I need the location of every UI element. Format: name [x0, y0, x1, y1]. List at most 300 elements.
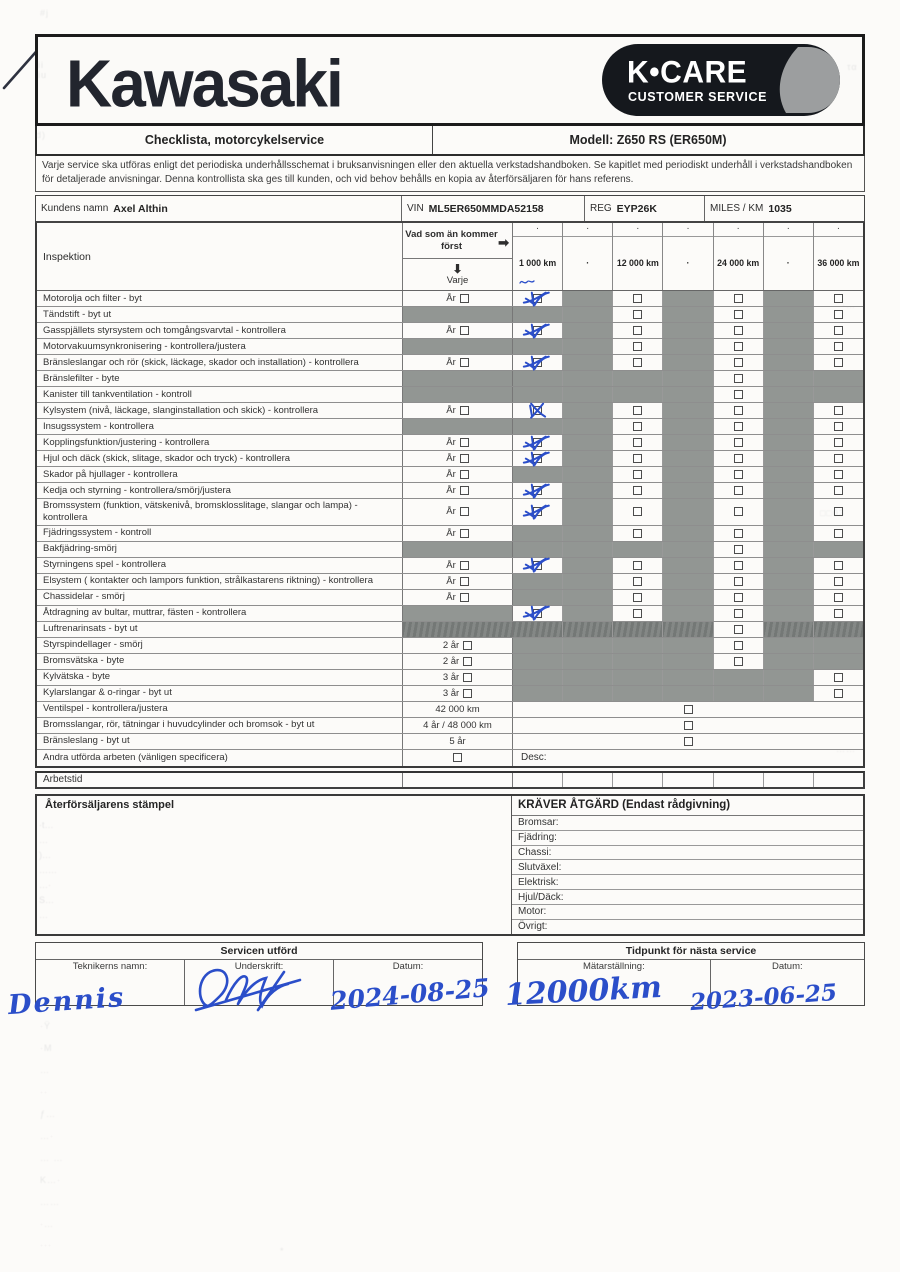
table-row: [37, 526, 863, 542]
shaded-cell: [663, 291, 713, 306]
printed-checkbox: [734, 577, 743, 586]
checkbox-cell: [714, 654, 764, 669]
inspection-item-label: Motorolja och filter - byt: [37, 291, 403, 306]
scan-ghost-text: ·t… … )… …… …· S… …: [39, 819, 57, 920]
reg-cell: [585, 196, 705, 221]
interval-condition-cell: År: [403, 483, 513, 498]
scan-artifact: □□03: [820, 508, 845, 518]
whichever-first-cell: Vad som än kommer först ➡: [403, 223, 512, 259]
document-sheet: [35, 34, 865, 1006]
printed-checkbox: [734, 294, 743, 303]
checkbox-cell: [613, 467, 663, 482]
printed-checkbox: [834, 406, 843, 415]
checked-cell: [513, 558, 563, 573]
checkbox-cell: [714, 499, 764, 525]
printed-checkbox: [734, 609, 743, 618]
shaded-cell: [764, 686, 814, 701]
vin-label: VIN: [407, 203, 424, 214]
shaded-cell: [513, 542, 563, 557]
printed-checkbox: [834, 438, 843, 447]
kcare-subtitle: CUSTOMER SERVICE: [628, 90, 768, 104]
interval-column: [663, 223, 713, 290]
printed-checkbox: [633, 406, 642, 415]
printed-checkbox: [734, 657, 743, 666]
miles-value: 1035: [768, 202, 792, 215]
interval-condition-cell: [403, 606, 513, 621]
printed-checkbox: [460, 470, 469, 479]
shaded-cell: [613, 654, 663, 669]
footnote-dot: ·: [563, 223, 612, 237]
table-row: [37, 307, 863, 323]
printed-checkbox: [460, 294, 469, 303]
table-row: [37, 686, 863, 702]
interval-condition-cell: 3 år: [403, 670, 513, 685]
shaded-cell: [513, 339, 563, 354]
miles-cell: [705, 196, 864, 221]
printed-checkbox: [834, 593, 843, 602]
interval-condition-cell: År: [403, 558, 513, 573]
checked-cell: [513, 483, 563, 498]
table-row: [37, 574, 863, 590]
shaded-cell: [563, 291, 613, 306]
arbetstid-row: [35, 771, 865, 789]
reg-label: REG: [590, 203, 612, 214]
shaded-cell: [663, 419, 713, 434]
arbetstid-label: Arbetstid: [37, 773, 403, 787]
shaded-cell: [764, 339, 814, 354]
miles-label: MILES / KM: [710, 203, 764, 214]
shaded-cell: [764, 403, 814, 418]
shaded-cell: [563, 686, 613, 701]
shaded-cell: [764, 558, 814, 573]
table-row: [37, 403, 863, 419]
interval-condition-cell: [403, 622, 513, 637]
shaded-cell: [663, 622, 713, 637]
shaded-cell: [764, 323, 814, 338]
table-row: [37, 387, 863, 403]
printed-checkbox: [734, 545, 743, 554]
dealer-stamp-label: Återförsäljarens stämpel: [45, 798, 174, 811]
shaded-cell: [663, 339, 713, 354]
title-row: [35, 126, 865, 156]
printed-checkbox: [834, 529, 843, 538]
checked-cell: [513, 323, 563, 338]
interval-condition-cell: År: [403, 323, 513, 338]
shaded-cell: [663, 590, 713, 605]
printed-checkbox: [633, 326, 642, 335]
shaded-cell: [663, 451, 713, 466]
shaded-cell: [663, 638, 713, 653]
shaded-cell: [764, 542, 814, 557]
shaded-cell: [513, 574, 563, 589]
kcare-title: K•CARE: [627, 55, 748, 90]
shaded-cell: [513, 387, 563, 402]
customer-name-value: Axel Althin: [113, 202, 168, 215]
printed-checkbox: [734, 507, 743, 516]
checkbox-cell: [814, 590, 863, 605]
printed-checkbox: [834, 609, 843, 618]
printed-checkbox: [533, 438, 542, 447]
printed-checkbox: [734, 470, 743, 479]
interval-label: 12 000 km: [616, 258, 659, 268]
inspection-item-label: Bromsslangar, rör, tätningar i huvudcylinder och bromsok - byt ut: [37, 718, 403, 733]
checkbox-cell: [714, 526, 764, 541]
printed-checkbox: [633, 507, 642, 516]
shaded-cell: [663, 606, 713, 621]
checkbox-cell: [714, 371, 764, 386]
table-row: [37, 622, 863, 638]
scan-artifact: #j: [40, 8, 50, 18]
shaded-cell: [513, 307, 563, 322]
checkbox-cell: [613, 526, 663, 541]
checkbox-cell: [613, 606, 663, 621]
shaded-cell: [613, 670, 663, 685]
checkbox-cell: [613, 590, 663, 605]
table-row: [37, 291, 863, 307]
shaded-cell: [764, 419, 814, 434]
shaded-cell: [563, 339, 613, 354]
shaded-cell: [513, 590, 563, 605]
intro-paragraph: Varje service ska utföras enligt det periodiska underhållsschemat i bruksanvisningen eller den aktuella verkstadshandboken. Se kapitlet med periodiskt underhåll i verkstadshandboken för detaljerade anvisningar. Denna kontrollista ska ges till kunden, och vid behov behålls en kopia av återförsäljaren för hans referens.: [35, 156, 865, 192]
checkbox-cell: [714, 590, 764, 605]
checkbox-cell: [814, 419, 863, 434]
shaded-cell: [563, 542, 613, 557]
action-needed-items: [512, 816, 863, 934]
inspection-item-label: Skador på hjullager - kontrollera: [37, 467, 403, 482]
shaded-cell: [563, 622, 613, 637]
kcare-badge: [602, 44, 840, 116]
printed-checkbox: [684, 705, 693, 714]
shaded-cell: [563, 590, 613, 605]
shaded-cell: [613, 387, 663, 402]
shaded-cell: [513, 654, 563, 669]
printed-checkbox: [460, 438, 469, 447]
interval-condition-cell: År: [403, 291, 513, 306]
checkbox-cell: [814, 355, 863, 370]
interval-condition-cell: [403, 307, 513, 322]
printed-checkbox: [463, 641, 472, 650]
printed-checkbox: [533, 326, 542, 335]
action-needed-item: Bromsar:: [512, 816, 863, 831]
shaded-cell: [663, 371, 713, 386]
action-needed-item: Hjul/Däck:: [512, 890, 863, 905]
inspection-item-label: Kylsystem (nivå, läckage, slanginstallation och skick) - kontrollera: [37, 403, 403, 418]
printed-checkbox: [734, 529, 743, 538]
interval-condition-cell: [403, 419, 513, 434]
table-row: [37, 499, 863, 526]
checkbox-cell: [814, 435, 863, 450]
table-row: [37, 451, 863, 467]
vin-value: ML5ER650MMDA52158: [428, 202, 544, 215]
odometer-cell: Mätarställning:: [518, 960, 711, 1005]
checkbox-cell: [613, 558, 663, 573]
shaded-cell: [714, 686, 764, 701]
checkbox-cell: [814, 558, 863, 573]
interval-condition-cell: År: [403, 526, 513, 541]
shaded-cell: [663, 574, 713, 589]
interval-condition-cell: År: [403, 467, 513, 482]
interval-column: [513, 223, 563, 290]
action-needed-item: Elektrisk:: [512, 875, 863, 890]
shaded-cell: [563, 558, 613, 573]
interval-condition-cell: 5 år: [403, 734, 513, 749]
scan-artifact: ···: [40, 1240, 52, 1250]
model-title: Modell: Z650 RS (ER650M): [569, 133, 727, 147]
inspection-item-label: Bakfjädring-smörj: [37, 542, 403, 557]
inspection-item-label: Bränsleslangar och rör (skick, läckage, skador och installation) - kontrollera: [37, 355, 403, 370]
printed-checkbox: [834, 326, 843, 335]
shaded-cell: [764, 435, 814, 450]
varje-cell: ⬇ Varje: [446, 262, 469, 286]
customer-name-label: Kundens namn: [41, 203, 109, 214]
table-row: [37, 339, 863, 355]
inspection-item-label: Kedja och styrning - kontrollera/smörj/justera: [37, 483, 403, 498]
kcare-wedge-shape: [760, 44, 840, 116]
scan-artifact: *: [280, 1246, 285, 1256]
printed-checkbox: [834, 470, 843, 479]
inspection-item-label: Fjädringssystem - kontroll: [37, 526, 403, 541]
inspection-rows: [37, 291, 863, 766]
shaded-cell: [663, 403, 713, 418]
printed-checkbox: [533, 358, 542, 367]
checkbox-cell: [814, 606, 863, 621]
shaded-cell: [513, 622, 563, 637]
table-row: [37, 750, 863, 766]
table-row: [37, 542, 863, 558]
arbetstid-empty-cell: [403, 773, 513, 787]
printed-checkbox: [734, 390, 743, 399]
handwritten-odometer: 12000km: [504, 969, 663, 1014]
printed-checkbox: [684, 737, 693, 746]
inspection-item-label: Bromssystem (funktion, vätskenivå, bromsklosslitage, slangar och lampa) - kontrollera: [37, 499, 403, 525]
printed-checkbox: [734, 342, 743, 351]
inspection-item-label: Kopplingsfunktion/justering - kontrollera: [37, 435, 403, 450]
checked-cell: [513, 355, 563, 370]
table-row: [37, 734, 863, 750]
interval-label: ·: [586, 258, 590, 268]
shaded-cell: [513, 526, 563, 541]
printed-checkbox: [460, 529, 469, 538]
checkbox-cell: [714, 435, 764, 450]
action-needed-item: Motor:: [512, 905, 863, 920]
action-needed-title: KRÄVER ÅTGÄRD (Endast rådgivning): [512, 796, 863, 816]
shaded-cell: [563, 638, 613, 653]
printed-checkbox: [734, 358, 743, 367]
footnote-dot: ·: [663, 223, 712, 237]
interval-column: [714, 223, 764, 290]
shaded-cell: [563, 526, 613, 541]
checkbox-cell: [714, 467, 764, 482]
checkbox-cell: [814, 483, 863, 498]
checkbox-cell: [714, 542, 764, 557]
checkbox-cell: [714, 419, 764, 434]
printed-checkbox: [533, 486, 542, 495]
printed-checkbox: [734, 326, 743, 335]
inspection-item-label: Bromsvätska - byte: [37, 654, 403, 669]
printed-checkbox: [734, 310, 743, 319]
checkbox-cell: [814, 451, 863, 466]
shaded-cell: [764, 483, 814, 498]
checkbox-cell: [714, 606, 764, 621]
printed-checkbox: [533, 294, 542, 303]
footnote-dot: ·: [814, 223, 863, 237]
customer-name-cell: [36, 196, 402, 221]
checkbox-cell: [814, 323, 863, 338]
checkbox-cell: [714, 558, 764, 573]
checkbox-cell: [714, 622, 764, 637]
shaded-cell: [764, 670, 814, 685]
printed-checkbox: [633, 593, 642, 602]
signature-cell: Underskrift:: [185, 960, 334, 1005]
shaded-cell: [563, 307, 613, 322]
shaded-cell: [513, 686, 563, 701]
scan-artifact: ii iu: [38, 60, 48, 80]
shaded-cell: [764, 387, 814, 402]
shaded-cell: [563, 371, 613, 386]
action-needed-box: [512, 796, 863, 934]
printed-checkbox: [834, 561, 843, 570]
scan-artifact: ……: [836, 744, 856, 754]
printed-checkbox: [633, 422, 642, 431]
inspection-item-label: Motorvakuumsynkronisering - kontrollera/justera: [37, 339, 403, 354]
checkbox-cell: [714, 574, 764, 589]
right-arrow-icon: ➡: [498, 235, 509, 250]
document-title: Checklista, motorcykelservice: [37, 126, 433, 154]
checkbox-cell: [613, 403, 663, 418]
checkbox-cell: [714, 638, 764, 653]
shaded-cell: [513, 467, 563, 482]
shaded-cell: [563, 435, 613, 450]
shaded-cell: [613, 542, 663, 557]
footnote-dot: ·: [613, 223, 662, 237]
shaded-cell: [613, 622, 663, 637]
shaded-cell: [563, 387, 613, 402]
shaded-cell: [663, 483, 713, 498]
shaded-cell: [613, 686, 663, 701]
checkbox-cell: [714, 291, 764, 306]
table-row: [37, 371, 863, 387]
printed-checkbox: [834, 577, 843, 586]
shaded-cell: [563, 323, 613, 338]
shaded-cell: [513, 419, 563, 434]
shaded-cell: [663, 323, 713, 338]
inspection-item-label: Andra utförda arbeten (vänligen specificera): [37, 750, 403, 766]
interval-condition-cell: År: [403, 451, 513, 466]
inspection-item-label: Elsystem ( kontakter och lampors funktion, strålkastarens riktning) - kontrollera: [37, 574, 403, 589]
shaded-cell: [563, 654, 613, 669]
inspection-table-header: [37, 223, 863, 291]
checkbox-cell: [613, 451, 663, 466]
checkbox-cell: [714, 451, 764, 466]
interval-column: [764, 223, 814, 290]
document-header: [35, 34, 865, 126]
printed-checkbox: [633, 470, 642, 479]
wide-checkbox-cell: [513, 718, 863, 733]
next-service-title: Tidpunkt för nästa service: [518, 943, 864, 960]
interval-condition-cell: År: [403, 435, 513, 450]
scan-artifact: ·Ÿ ·M … ·· ƒ… …· … … K…· …… ·…: [40, 1021, 64, 1229]
printed-checkbox: [734, 454, 743, 463]
printed-checkbox: [633, 561, 642, 570]
printed-checkbox: [533, 609, 542, 618]
table-row: [37, 323, 863, 339]
inspection-table: [35, 222, 865, 768]
service-done-title: Servicen utförd: [36, 943, 482, 960]
table-row: [37, 419, 863, 435]
printed-checkbox: [463, 657, 472, 666]
table-row: [37, 718, 863, 734]
inspection-item-label: Kylvätska - byte: [37, 670, 403, 685]
inspection-item-label: Luftrenarinsats - byt ut: [37, 622, 403, 637]
checkbox-cell: [613, 574, 663, 589]
handwritten-service-date: 2024-08-25: [329, 973, 491, 1016]
shaded-cell: [764, 307, 814, 322]
shaded-cell: [563, 606, 613, 621]
footnote-dot: ·: [714, 223, 763, 237]
table-row: [37, 590, 863, 606]
interval-condition-cell: 42 000 km: [403, 702, 513, 717]
next-date-cell: Datum:: [772, 960, 803, 972]
table-row: [37, 606, 863, 622]
printed-checkbox: [633, 454, 642, 463]
action-needed-item: Slutväxel:: [512, 860, 863, 875]
printed-checkbox: [734, 561, 743, 570]
handwritten-technician-name: Dennis: [7, 981, 127, 1022]
interval-label: ·: [686, 258, 690, 268]
shaded-cell: [563, 670, 613, 685]
shaded-cell: [714, 670, 764, 685]
service-date-cell: Datum:: [392, 960, 424, 972]
shaded-cell: [663, 307, 713, 322]
shaded-cell: [764, 291, 814, 306]
interval-label: ·: [786, 258, 790, 268]
checkbox-cell: [613, 419, 663, 434]
checkbox-cell: [613, 355, 663, 370]
checkbox-cell: [814, 670, 863, 685]
shaded-cell: [663, 467, 713, 482]
checkbox-cell: [814, 467, 863, 482]
table-row: [37, 670, 863, 686]
checkbox-cell: [613, 339, 663, 354]
shaded-cell: [563, 574, 613, 589]
shaded-cell: [663, 499, 713, 525]
shaded-cell: [764, 590, 814, 605]
inspection-item-label: Chassidelar - smörj: [37, 590, 403, 605]
next-service-table: [517, 942, 865, 1006]
shaded-cell: [513, 638, 563, 653]
printed-checkbox: [834, 454, 843, 463]
shaded-cell: [764, 451, 814, 466]
interval-column: [814, 223, 863, 290]
checkbox-cell: [814, 403, 863, 418]
inspection-item-label: Insugssystem - kontrollera: [37, 419, 403, 434]
printed-checkbox: [834, 422, 843, 431]
checkbox-cell: [714, 323, 764, 338]
checkbox-cell: [814, 574, 863, 589]
shaded-cell: [663, 686, 713, 701]
shaded-cell: [764, 467, 814, 482]
printed-checkbox: [633, 358, 642, 367]
inspection-item-label: Ventilspel - kontrollera/justera: [37, 702, 403, 717]
printed-checkbox: [533, 561, 542, 570]
footnote-dot: ·: [513, 223, 562, 237]
table-row: [37, 654, 863, 670]
handwritten-next-date: 2023-06-25: [689, 978, 838, 1017]
shaded-cell: [613, 638, 663, 653]
action-needed-item: Övrigt:: [518, 921, 548, 933]
shaded-cell: [663, 387, 713, 402]
shaded-cell: [814, 638, 863, 653]
